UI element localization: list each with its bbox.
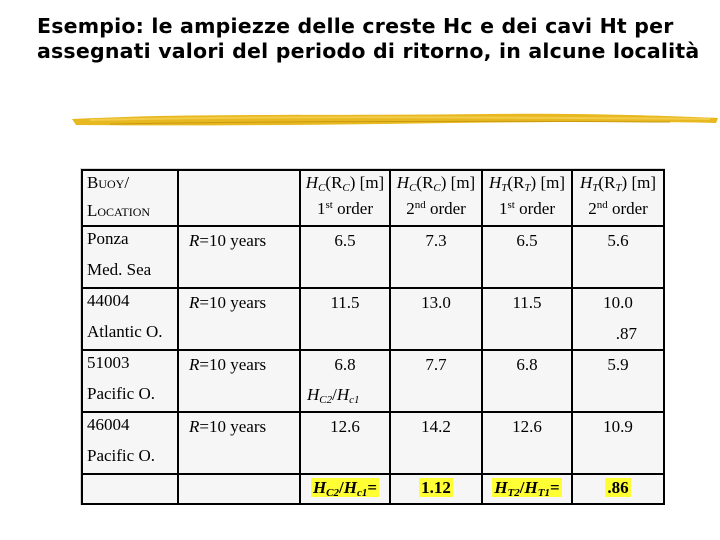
header-location: Location bbox=[87, 201, 151, 220]
summary-ht-ratio-value: .86 bbox=[607, 478, 629, 497]
table-cell-ht1: 12.6 bbox=[512, 417, 542, 436]
table-cell-hc1: 6.5 bbox=[334, 231, 356, 250]
table-row-period: R=10 years bbox=[189, 355, 267, 374]
table-cell-hc2: 7.7 bbox=[425, 355, 447, 374]
header-ht-2nd-order: 2nd order bbox=[588, 199, 648, 218]
header-hc-2nd: $H_C(R_C)$ [m] bbox=[396, 173, 476, 194]
table-cell-ht2: 10.0 bbox=[603, 293, 633, 312]
summary-hc-ratio-label: $H_{C2}/H_{c1}=$ bbox=[312, 478, 378, 499]
table-row-period: R=10 years bbox=[189, 231, 267, 250]
table-row-period: R=10 years bbox=[189, 417, 267, 436]
table-row-buoy: 46004 bbox=[87, 415, 130, 434]
header-hc-1st: $H_C(R_C)$ [m] bbox=[305, 173, 385, 194]
table-cell-ht1: 6.8 bbox=[516, 355, 538, 374]
table-cell-ht2: 10.9 bbox=[603, 417, 633, 436]
table-cell-ht1: 6.5 bbox=[516, 231, 538, 250]
table-row-location: Pacific O. bbox=[87, 446, 155, 465]
title-underline-brushstroke bbox=[70, 110, 720, 130]
table-row-location: Pacific O. bbox=[87, 384, 155, 403]
header-buoy: Buoy/ bbox=[87, 173, 130, 192]
table-cell-ht-ratio: .87 bbox=[615, 324, 637, 343]
summary-hc-ratio-value: 1.12 bbox=[421, 478, 451, 497]
table-row-buoy: Ponza bbox=[87, 229, 129, 248]
table-cell-ht2: 5.9 bbox=[607, 355, 629, 374]
table-row-buoy: 44004 bbox=[87, 291, 130, 310]
ratio-label-hc: $H_{C2}/H_{c1}$ bbox=[307, 385, 360, 406]
table-row-location: Med. Sea bbox=[87, 260, 152, 279]
header-ht-1st: $H_T(R_T)$ [m] bbox=[489, 173, 565, 194]
wave-height-table bbox=[80, 168, 665, 505]
table-cell-hc2: 7.3 bbox=[425, 231, 447, 250]
table-cell-hc1: 12.6 bbox=[330, 417, 360, 436]
table-cell-hc2: 14.2 bbox=[421, 417, 451, 436]
table-row-period: R=10 years bbox=[189, 293, 267, 312]
table-cell-ht2: 5.6 bbox=[607, 231, 629, 250]
table-cell-hc1: 11.5 bbox=[330, 293, 360, 312]
slide-title: Esempio: le ampiezze delle creste Hc e dei cavi Ht per assegnati valori del periodo di ritorno, in alcune località bbox=[37, 14, 700, 63]
table-cell-hc1: 6.8 bbox=[334, 355, 356, 374]
table-cell-ht1: 11.5 bbox=[512, 293, 542, 312]
header-ht-1st-order: 1st order bbox=[499, 199, 555, 218]
header-hc-2nd-order: 2nd order bbox=[406, 199, 466, 218]
table-cell-hc2: 13.0 bbox=[421, 293, 451, 312]
summary-ht-ratio-label: $H_{T2}/H_{T1}=$ bbox=[494, 478, 560, 499]
header-ht-2nd: $H_T(R_T)$ [m] bbox=[580, 173, 656, 194]
table-row-buoy: 51003 bbox=[87, 353, 130, 372]
table-row-location: Atlantic O. bbox=[87, 322, 163, 341]
header-hc-1st-order: 1st order bbox=[317, 199, 373, 218]
